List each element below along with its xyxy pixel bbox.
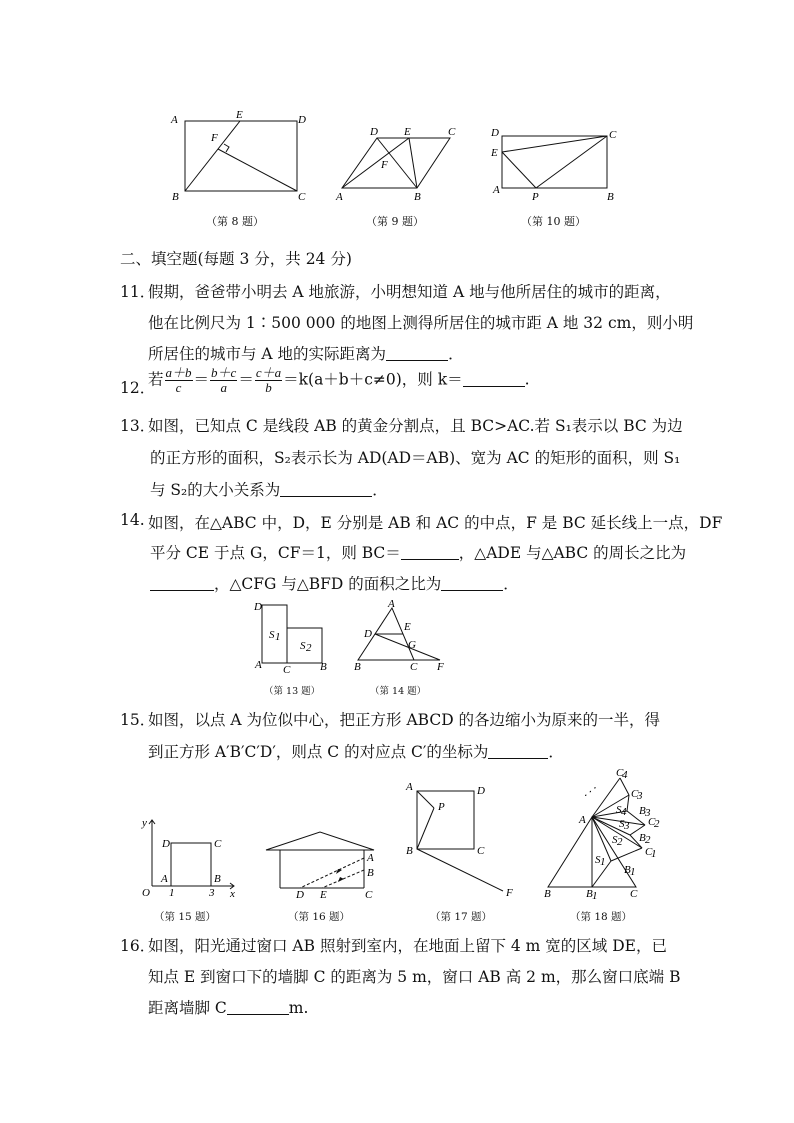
label-A: A — [579, 814, 586, 826]
q13-line2: 的正方形的面积，S₂表示长为 AD(AD＝AB)、宽为 AC 的矩形的面积，则 S₁ — [150, 449, 681, 467]
figure-q15-drawing — [130, 812, 240, 902]
label-C: C — [214, 838, 222, 850]
q12-line — [148, 366, 530, 395]
label-C: C — [410, 661, 418, 673]
label-C: C — [365, 889, 373, 901]
tick-1: 1 — [169, 887, 175, 899]
caption-q18: （第 18 题） — [570, 911, 633, 923]
q14-line2 — [150, 541, 686, 563]
caption-q16: （第 16 题） — [288, 911, 351, 923]
label-E: E — [404, 126, 411, 138]
label-A: A — [336, 191, 343, 203]
label-F: F — [381, 159, 388, 171]
label-D: D — [298, 114, 306, 126]
label-C1: C — [645, 846, 653, 858]
label-D: D — [296, 889, 304, 901]
q11-line3 — [148, 342, 464, 364]
q12-frac1-den: c — [175, 380, 182, 395]
label-B: B — [414, 191, 421, 203]
label-E: E — [320, 889, 327, 901]
label-B: B — [544, 888, 551, 900]
label-S1-sub: 1 — [600, 856, 606, 868]
label-C3: C — [631, 788, 639, 800]
label-C: C — [448, 126, 456, 138]
label-C: C — [298, 191, 306, 203]
q16-number: 16． — [120, 937, 156, 955]
figure-q9-drawing — [330, 118, 470, 208]
label-C2: C — [648, 816, 656, 828]
figure-q15 — [130, 812, 240, 902]
q14-line2-a: 平分 CE 于点 G，CF＝1，则 BC＝ — [150, 544, 401, 562]
q16-answer-blank[interactable] — [227, 1000, 289, 1015]
label-F: F — [211, 132, 218, 144]
label-A: A — [406, 781, 413, 793]
label-B3-sub: 3 — [645, 807, 651, 819]
label-B: B — [607, 191, 614, 203]
label-C: C — [283, 664, 291, 676]
figure-q17 — [400, 778, 520, 898]
label-S1-sub: 1 — [275, 631, 281, 643]
q12-tail: ＝k(a＋b＋c≠0)，则 k＝ — [283, 370, 463, 389]
q11-line3-text: 所居住的城市与 A 地的实际距离为 — [148, 345, 387, 363]
q12-frac3 — [255, 366, 282, 395]
q11-number: 11． — [120, 283, 156, 301]
label-B: B — [406, 845, 413, 857]
q16-line1: 如图，阳光通过窗口 AB 照射到室内，在地面上留下 4 m 宽的区域 DE，已 — [148, 937, 667, 955]
label-C: C — [477, 845, 485, 857]
label-A: A — [171, 114, 178, 126]
label-B2: B — [639, 832, 646, 844]
label-A: A — [161, 873, 168, 885]
label-D: D — [491, 127, 499, 139]
q16-line3-text: 距离墙脚 C — [148, 999, 227, 1017]
figure-q9 — [330, 118, 470, 208]
q12-frac2 — [210, 366, 237, 395]
q14-line3 — [150, 572, 519, 594]
label-C: C — [630, 888, 638, 900]
label-C4-sub: 4 — [622, 769, 628, 781]
q12-answer-blank[interactable] — [463, 372, 525, 387]
q13-answer-blank[interactable] — [280, 482, 372, 497]
label-P: P — [532, 191, 539, 203]
label-E: E — [404, 621, 411, 633]
dots: ⋰ — [584, 786, 595, 798]
label-C1-sub: 1 — [651, 848, 657, 860]
label-A: A — [367, 852, 374, 864]
label-C: C — [609, 129, 617, 141]
figure-q14 — [350, 598, 450, 678]
label-S1: S — [595, 854, 601, 866]
figure-q17-drawing — [400, 778, 520, 898]
q13-line3-end: ． — [372, 481, 388, 499]
label-D: D — [162, 838, 170, 850]
label-S1: S — [269, 629, 275, 641]
label-A: A — [255, 659, 262, 671]
tick-3: 3 — [209, 887, 215, 899]
q15-answer-blank[interactable] — [488, 744, 548, 759]
label-E: E — [491, 147, 498, 159]
label-S3-sub: 3 — [624, 820, 630, 832]
q16-line2: 知点 E 到窗口下的墙脚 C 的距离为 5 m，窗口 AB 高 2 m，那么窗口底端 B — [148, 968, 681, 986]
q11-line1: 假期，爸爸带小明去 A 地旅游，小明想知道 A 地与他所居住的城市的距离， — [148, 283, 671, 301]
q14-answer-blank-1[interactable] — [401, 545, 459, 560]
q13-line3-text: 与 S₂的大小关系为 — [150, 481, 281, 499]
q16-line3 — [148, 996, 308, 1018]
label-S2-sub: 2 — [617, 836, 623, 848]
label-S3: S — [619, 818, 625, 830]
q14-line3-a: ，△CFG 与△BFD 的面积之比为 — [214, 575, 442, 593]
q12-frac2-num: b＋c — [211, 365, 237, 380]
q14-line1: 如图，在△ABC 中，D，E 分别是 AB 和 AC 的中点，F 是 BC 延长线上一点，DF — [148, 514, 723, 532]
label-B: B — [367, 867, 374, 879]
q14-answer-blank-3[interactable] — [441, 576, 503, 591]
figure-q10-drawing — [488, 118, 628, 208]
label-B1-sub: 1 — [592, 890, 598, 902]
label-G: G — [408, 639, 416, 651]
caption-q17: （第 17 题） — [430, 911, 493, 923]
label-S4: S — [616, 804, 622, 816]
figure-q18 — [540, 765, 670, 905]
q15-line1: 如图，以点 A 为位似中心，把正方形 ABCD 的各边缩小为原来的一半，得 — [148, 711, 661, 729]
label-F: F — [437, 661, 444, 673]
label-O: O — [142, 887, 150, 899]
caption-q8: （第 8 题） — [206, 215, 264, 228]
label-P: P — [438, 801, 445, 813]
caption-q13: （第 13 题） — [264, 686, 321, 697]
label-D: D — [364, 628, 372, 640]
q14-line3-end: ． — [503, 575, 519, 593]
q12-number: 12． — [120, 379, 156, 397]
label-S4-sub: 4 — [621, 806, 627, 818]
q15-line2-end: ． — [548, 743, 564, 761]
q13-line1: 如图，已知点 C 是线段 AB 的黄金分割点，且 BC>AC.若 S₁表示以 BC 为边 — [148, 417, 683, 435]
caption-q14: （第 14 题） — [370, 686, 427, 697]
label-A: A — [493, 184, 500, 196]
figure-q10 — [488, 118, 628, 208]
q11-answer-blank[interactable] — [386, 346, 448, 361]
q11-line2: 他在比例尺为 1∶500 000 的地图上测得所居住的城市距 A 地 32 cm，则小明 — [148, 314, 694, 332]
q16-line3-end: m. — [288, 999, 309, 1017]
label-C2-sub: 2 — [654, 818, 660, 830]
label-S2: S — [300, 640, 306, 652]
label-A: A — [388, 598, 395, 610]
label-x: x — [230, 888, 235, 900]
q12-frac3-den: b — [265, 380, 272, 395]
figure-q14-drawing — [350, 598, 450, 678]
label-B1-right: B — [624, 864, 631, 876]
q12-frac3-num: c＋a — [255, 365, 282, 380]
label-B: B — [354, 661, 361, 673]
label-B: B — [172, 191, 179, 203]
q14-answer-blank-2[interactable] — [150, 576, 214, 591]
label-S2-sub: 2 — [306, 642, 312, 654]
label-S2: S — [612, 834, 618, 846]
label-B3: B — [639, 805, 646, 817]
q11-line3-end: ． — [448, 345, 464, 363]
label-D: D — [254, 601, 262, 613]
figure-q18-drawing — [540, 765, 670, 905]
label-C4: C — [616, 767, 624, 779]
label-B1-right-sub: 1 — [630, 866, 636, 878]
q13-line3 — [150, 478, 388, 500]
q12-frac1-num: a＋b — [165, 365, 192, 380]
figure-q13-drawing — [250, 598, 340, 678]
q12-frac1 — [165, 366, 193, 395]
label-E: E — [236, 109, 243, 121]
q12-eq1: ＝ — [193, 370, 210, 389]
q14-number: 14. — [120, 511, 145, 529]
label-C3-sub: 3 — [637, 790, 643, 802]
label-B1: B — [586, 888, 593, 900]
q14-line2-b: ，△ADE 与△ABC 的周长之比为 — [458, 544, 687, 562]
figure-q8 — [165, 105, 315, 205]
figure-q16-drawing — [262, 826, 387, 904]
figure-q13 — [250, 598, 340, 678]
label-B: B — [320, 661, 327, 673]
label-F: F — [506, 887, 513, 899]
label-y: y — [142, 817, 147, 829]
section-title: 二、填空题(每题 3 分，共 24 分) — [120, 250, 352, 268]
q12-frac2-den: a — [220, 380, 227, 395]
figure-q16 — [262, 826, 387, 904]
q15-line2 — [148, 740, 564, 762]
label-D: D — [370, 126, 378, 138]
q12-end: . — [524, 370, 530, 389]
label-D: D — [477, 785, 485, 797]
q13-number: 13． — [120, 417, 156, 435]
caption-q9: （第 9 题） — [366, 215, 424, 228]
caption-q10: （第 10 题） — [521, 215, 586, 228]
label-B: B — [214, 873, 221, 885]
caption-q15: （第 15 题） — [154, 911, 217, 923]
q12-prefix: 若 — [148, 370, 164, 389]
q15-number: 15． — [120, 711, 156, 729]
figure-q8-drawing — [165, 105, 315, 205]
label-B2-sub: 2 — [645, 834, 651, 846]
q12-eq2: ＝ — [238, 370, 254, 389]
q15-line2-text: 到正方形 A′B′C′D′，则点 C 的对应点 C′的坐标为 — [148, 743, 489, 761]
